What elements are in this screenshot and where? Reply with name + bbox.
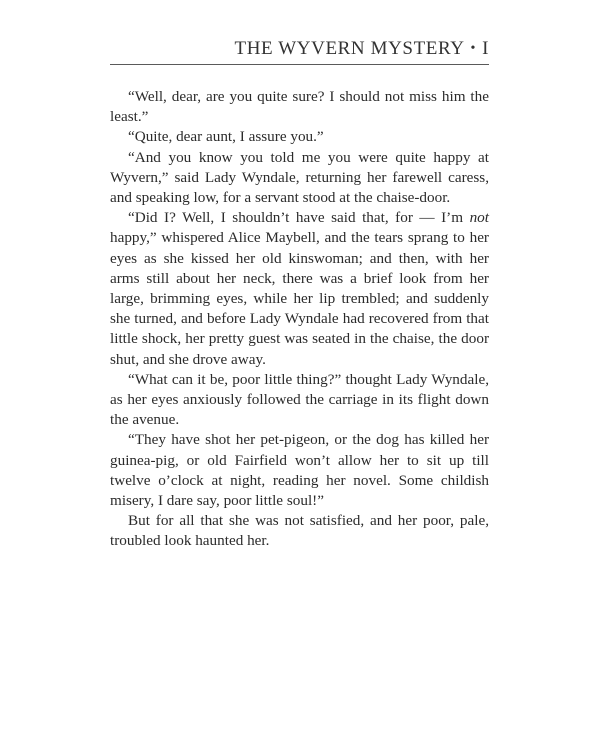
page-number: I bbox=[482, 38, 489, 59]
paragraph-text: “Quite, dear aunt, I assure you.” bbox=[128, 128, 324, 146]
running-head-text bbox=[235, 38, 489, 60]
paragraph bbox=[110, 127, 489, 147]
paragraph-text: “Did I? Well, I shouldn’t have said that, for — I’m bbox=[128, 209, 470, 227]
paragraph bbox=[110, 370, 489, 431]
paragraph-text: “And you know you told me you were quite happy at Wyvern,” said Lady Wyndale, returning her farewell caress, and speaking low, for a servant stood at the chaise-door. bbox=[110, 148, 489, 207]
paragraph bbox=[110, 430, 489, 511]
paragraph-text: “They have shot her pet-pigeon, or the dog has killed her guinea-pig, or old Fairfield won’t allow her to sit up till twelve o’clock at night, reading her novel. Some childish misery, I dare say, poor little soul!” bbox=[110, 431, 489, 510]
header-separator: • bbox=[470, 41, 477, 56]
paragraph-text: But for all that she was not satisfied, and her poor, pale, troubled look haunted her. bbox=[110, 512, 489, 550]
paragraph bbox=[110, 87, 489, 127]
paragraph-text: “What can it be, poor little thing?” thought Lady Wyndale, as her eyes anxiously followed the carriage in its flight down the avenue. bbox=[110, 370, 489, 429]
book-title: THE WYVERN MYSTERY bbox=[234, 38, 465, 59]
paragraph-text: happy,” whispered Alice Maybell, and the tears sprang to her eyes as she kissed her old kinswoman; and then, with her arms still about her neck, there was a brief look from her large, brimming eyes, while her lip trembled; and suddenly she turned, and before Lady Wyndale had recovered from that little shock, her pretty guest was seated in the chaise, the door shut, and she drove away. bbox=[110, 229, 489, 368]
paragraph-text: “Well, dear, are you quite sure? I should not miss him the least.” bbox=[110, 88, 489, 126]
body-text bbox=[110, 87, 489, 552]
paragraph bbox=[110, 208, 489, 370]
emphasis-text: not bbox=[469, 209, 489, 227]
paragraph bbox=[110, 148, 489, 209]
running-header bbox=[110, 36, 489, 65]
paragraph bbox=[110, 511, 489, 551]
